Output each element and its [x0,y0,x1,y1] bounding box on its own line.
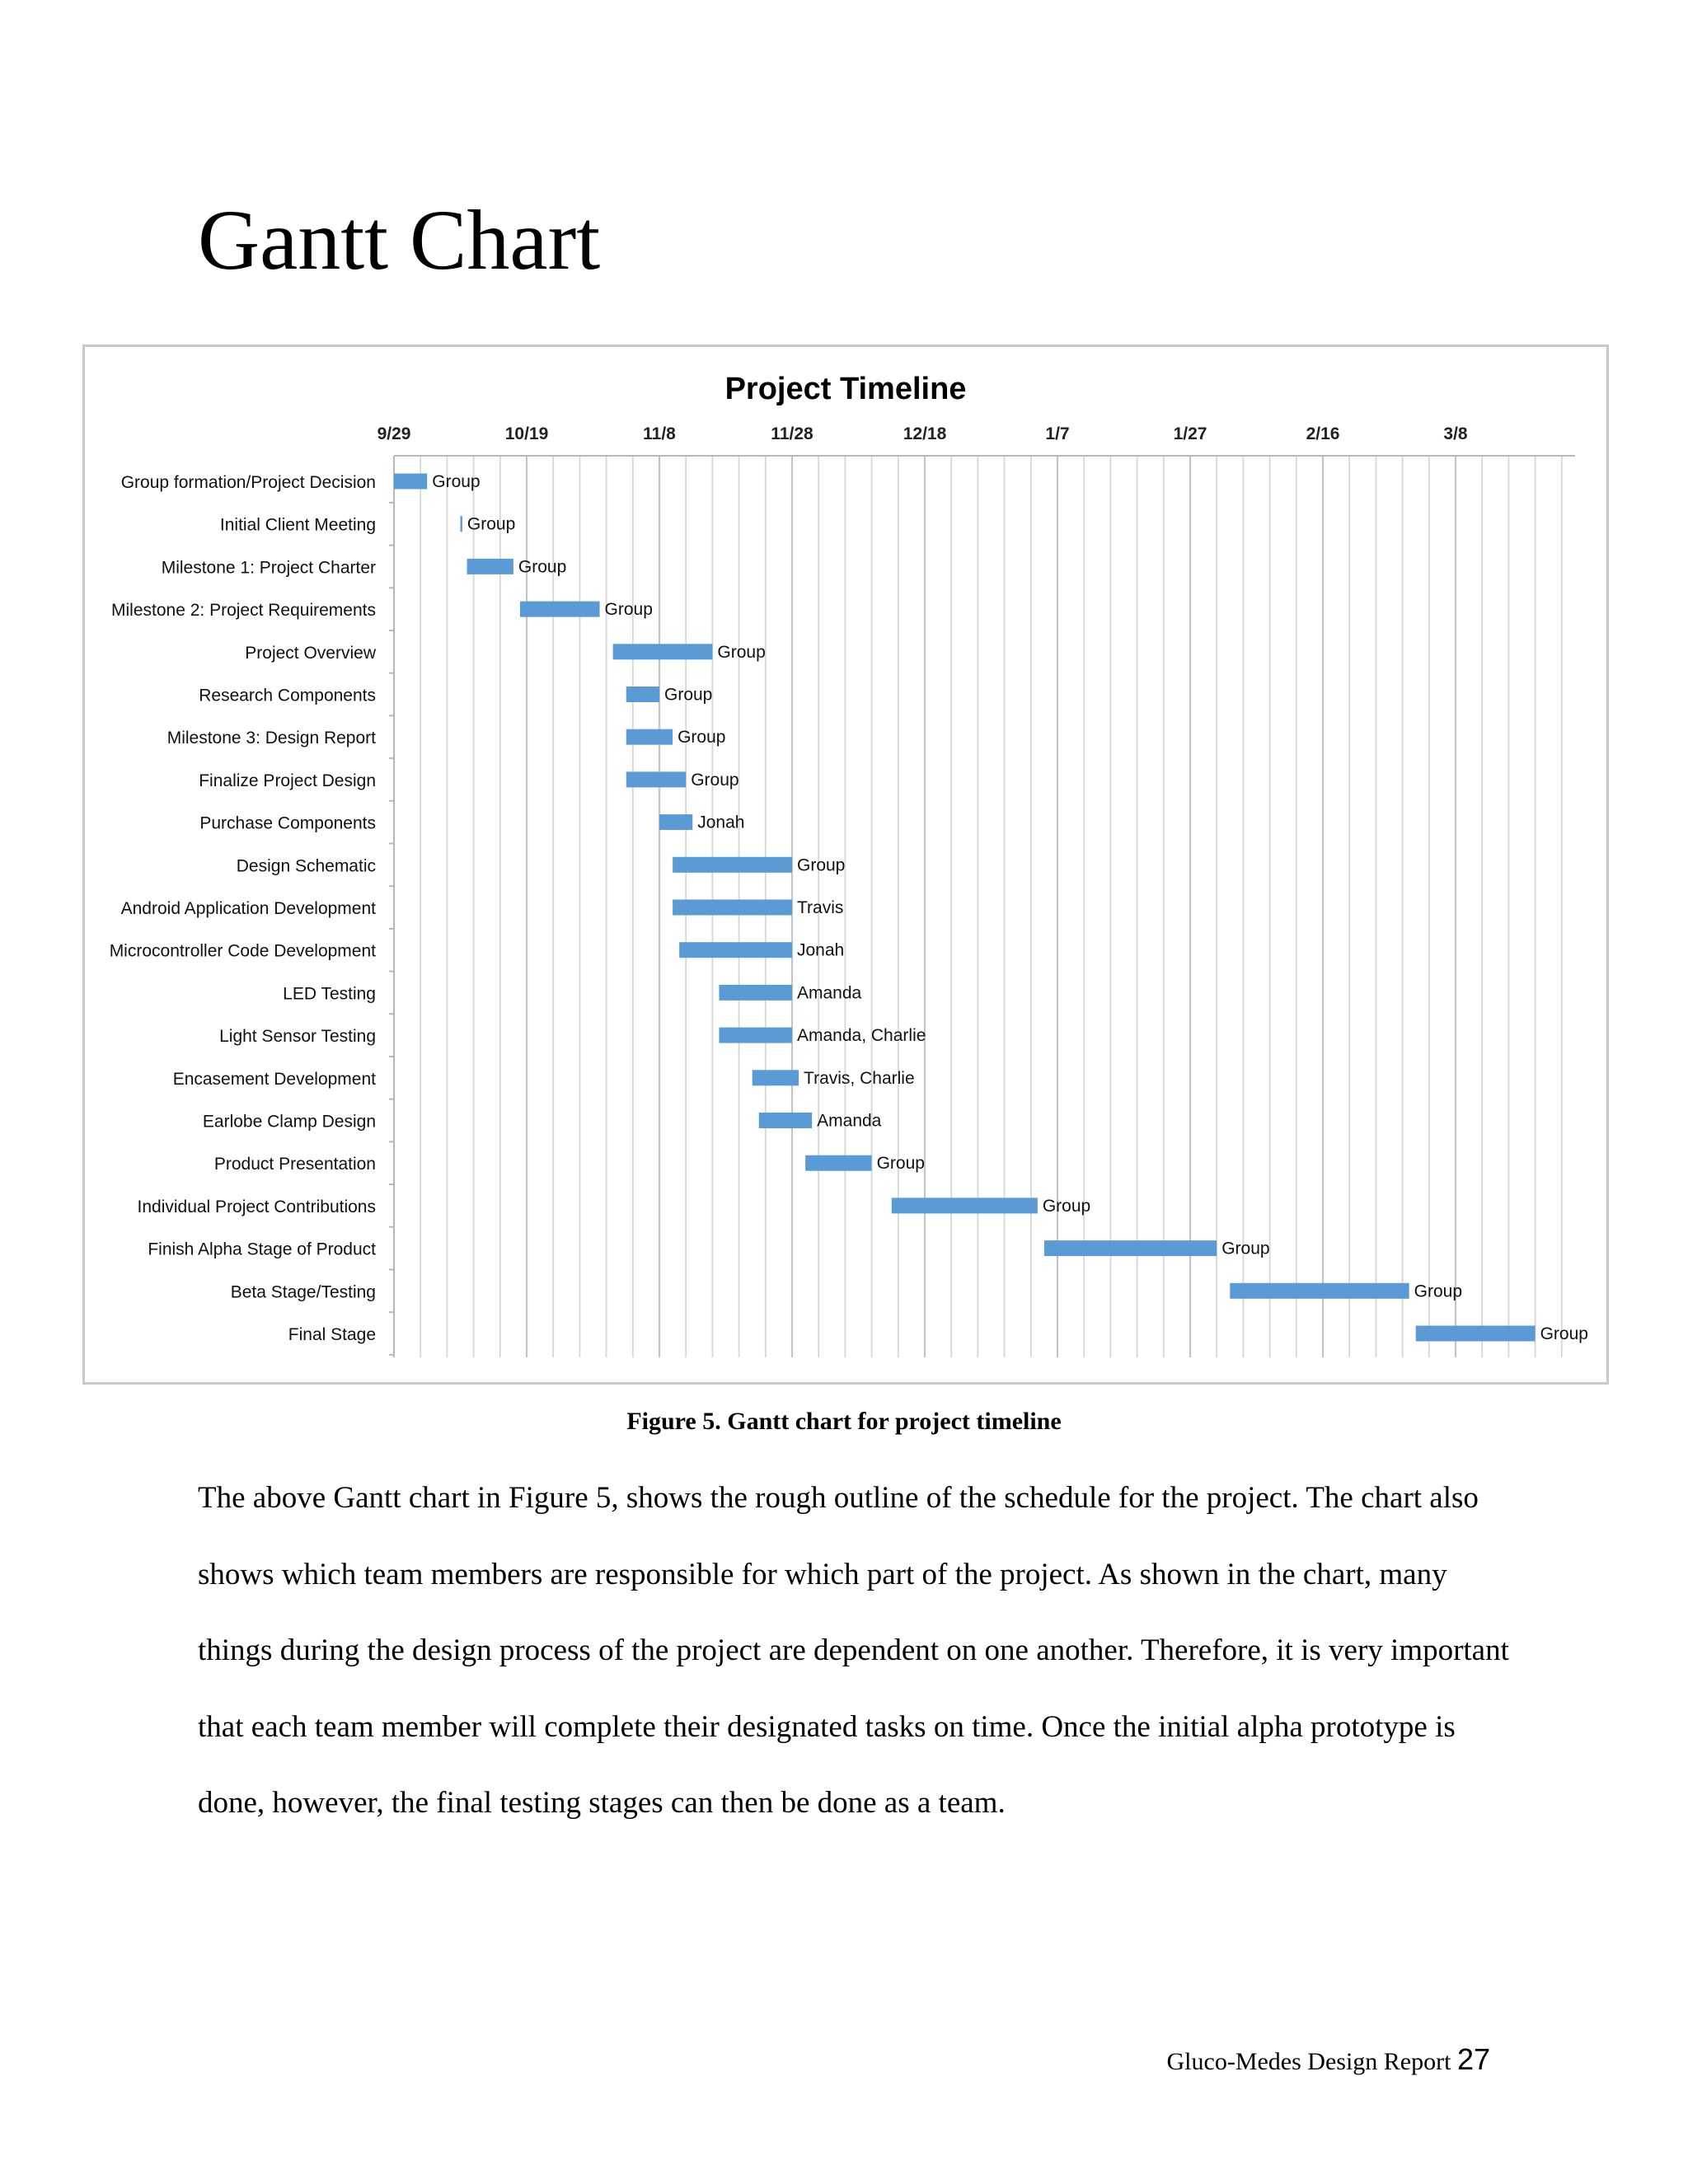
task-label: Research Components [199,686,376,705]
task-label: Milestone 3: Design Report [166,729,376,748]
task-bar [613,644,713,659]
task-bar [1416,1326,1536,1342]
bar-owner-label: Travis, Charlie [804,1068,915,1088]
body-paragraph: The above Gantt chart in Figure 5, shows the rough outline of the schedule for the project. The chart also shows which team members are responsible for which part of the project. As shown in the chart, many things during the design process of the project are dependent on one another. Therefore, it is very important that each team member will complete their designated tasks on time. Once the initial alpha prototype is done, however, the final testing stages can then be done as a team. [198,1481,1509,1820]
bar-owner-label: Jonah [697,813,745,832]
task-bar [805,1155,872,1171]
task-bar [626,771,686,787]
x-tick-label: 2/16 [1306,424,1340,443]
task-label: Product Presentation [213,1155,376,1174]
task-label: Beta Stage/Testing [230,1282,376,1302]
task-bar [679,942,792,958]
task-label: Encasement Development [172,1069,376,1089]
task-label: Microcontroller Code Development [109,941,376,961]
task-label: Earlobe Clamp Design [202,1112,376,1132]
bar-owner-label: Travis [797,898,844,917]
task-bar [467,559,513,574]
task-bar [626,729,673,745]
page-footer [1167,2042,1490,2077]
task-label: Design Schematic [236,856,376,876]
task-label: Initial Client Meeting [219,515,376,535]
task-bar [673,900,792,916]
bar-owner-label: Amanda [797,983,862,1003]
x-tick-label: 1/27 [1173,424,1207,443]
bar-owner-label: Group [1540,1324,1588,1343]
task-bar [1230,1283,1409,1299]
task-label: Light Sensor Testing [219,1027,376,1047]
task-label: Individual Project Contributions [137,1197,376,1216]
task-bar [394,474,427,490]
bar-owner-label: Group [691,770,739,790]
bar-owner-label: Amanda, Charlie [797,1026,926,1046]
x-tick-label: 9/29 [377,424,411,443]
task-label: Android Application Development [120,899,376,918]
page-heading: Gantt Chart [198,193,601,288]
bar-owner-label: Group [876,1154,925,1174]
task-bar [626,687,659,702]
task-bar [719,985,792,1001]
bar-owner-label: Group [1414,1282,1463,1301]
task-label: Finalize Project Design [199,771,376,790]
bar-owner-label: Group [717,642,766,662]
gantt-figure [82,344,1609,1385]
bar-owner-label: Group [1042,1196,1091,1216]
x-tick-label: 11/28 [771,424,814,443]
bar-owner-label: Group [1221,1239,1270,1258]
bar-owner-label: Group [518,557,567,577]
task-bar [520,602,600,617]
x-tick-label: 12/18 [903,424,947,443]
figure-caption: Figure 5. Gantt chart for project timeline [626,1408,1062,1435]
task-bar [753,1070,799,1085]
x-tick-label: 1/7 [1045,424,1070,443]
bar-owner-label: Group [678,728,726,748]
page-number: 27 [1456,2042,1490,2076]
task-bar [759,1113,812,1128]
bar-owner-label: Group [467,514,516,534]
task-label: Milestone 1: Project Charter [161,558,376,578]
bar-owner-label: Amanda [817,1111,882,1131]
task-bar [659,814,692,830]
gantt-chart [85,347,1606,1382]
task-label: Finish Alpha Stage of Product [148,1240,376,1259]
x-tick-label: 11/8 [643,424,676,443]
bar-owner-label: Group [432,472,481,491]
task-label: Purchase Components [199,813,376,833]
x-tick-label: 3/8 [1443,424,1468,443]
task-bar [461,516,462,532]
bar-owner-label: Jonah [797,940,845,960]
bar-owner-label: Group [797,855,846,875]
x-tick-label: 10/19 [504,424,549,443]
task-bar [719,1028,792,1043]
task-label: Milestone 2: Project Requirements [111,601,376,621]
bar-owner-label: Group [664,685,713,705]
task-bar [1044,1240,1217,1256]
footer-title: Gluco-Medes Design Report [1166,2048,1451,2075]
task-label: Final Stage [288,1325,376,1344]
chart-title: Project Timeline [724,372,967,406]
task-label: LED Testing [283,984,376,1004]
bar-owner-label: Group [604,600,653,620]
task-label: Group formation/Project Decision [120,473,376,492]
task-bar [673,857,792,873]
task-bar [892,1197,1038,1213]
task-label: Project Overview [245,643,376,663]
